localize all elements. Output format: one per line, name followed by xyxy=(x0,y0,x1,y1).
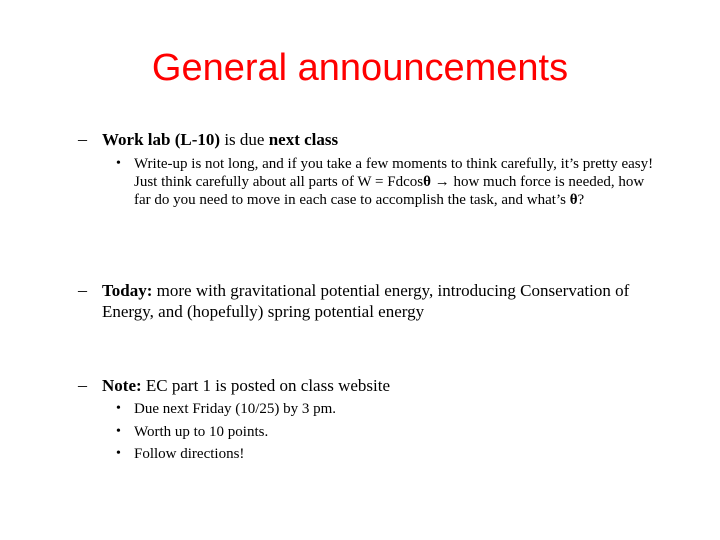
dash-marker: – xyxy=(78,280,87,300)
sub-item-text: Follow directions! xyxy=(134,446,245,462)
bullet-marker: • xyxy=(116,401,121,416)
write-up-text-middle: how much force is needed, how far do you need to move in each case to accomplish the task, and what’s xyxy=(134,174,645,208)
sub-item-text: Due next Friday (10/25) by 3 pm. xyxy=(134,401,337,417)
bold-label: next class xyxy=(268,130,339,149)
plain-text: is due xyxy=(220,130,269,149)
theta-symbol: θ xyxy=(569,192,578,208)
announcement-text xyxy=(102,129,682,150)
bullet-marker: • xyxy=(116,156,121,171)
plain-text: more with gravitational potential energy, introducing Conservation of Energy, and (hopefully) spring potential energy xyxy=(102,281,630,321)
write-up-text: Write-up is not long, and if you take a few moments to think carefully, it’s pretty easy! Just think carefully about all parts of W = Fdcos xyxy=(134,156,654,190)
bullet-marker: • xyxy=(116,424,121,439)
write-up-text-end: ? xyxy=(577,192,585,208)
sub-item-text: Worth up to 10 points. xyxy=(134,424,269,440)
announcement-text xyxy=(102,375,682,396)
bold-label: Note: xyxy=(102,376,142,395)
bold-label: Work lab (L-10) xyxy=(102,130,221,149)
dash-marker: – xyxy=(78,375,87,395)
bullet-marker: • xyxy=(116,446,121,461)
bold-label: Today: xyxy=(102,281,153,300)
arrow-icon: → xyxy=(430,174,454,190)
announcement-text xyxy=(102,280,682,322)
theta-symbol: θ xyxy=(423,174,431,190)
slide-title: General announcements xyxy=(151,47,569,89)
plain-text: EC part 1 is posted on class website xyxy=(141,376,391,395)
sub-item-text xyxy=(134,155,664,209)
dash-marker: – xyxy=(78,129,87,149)
